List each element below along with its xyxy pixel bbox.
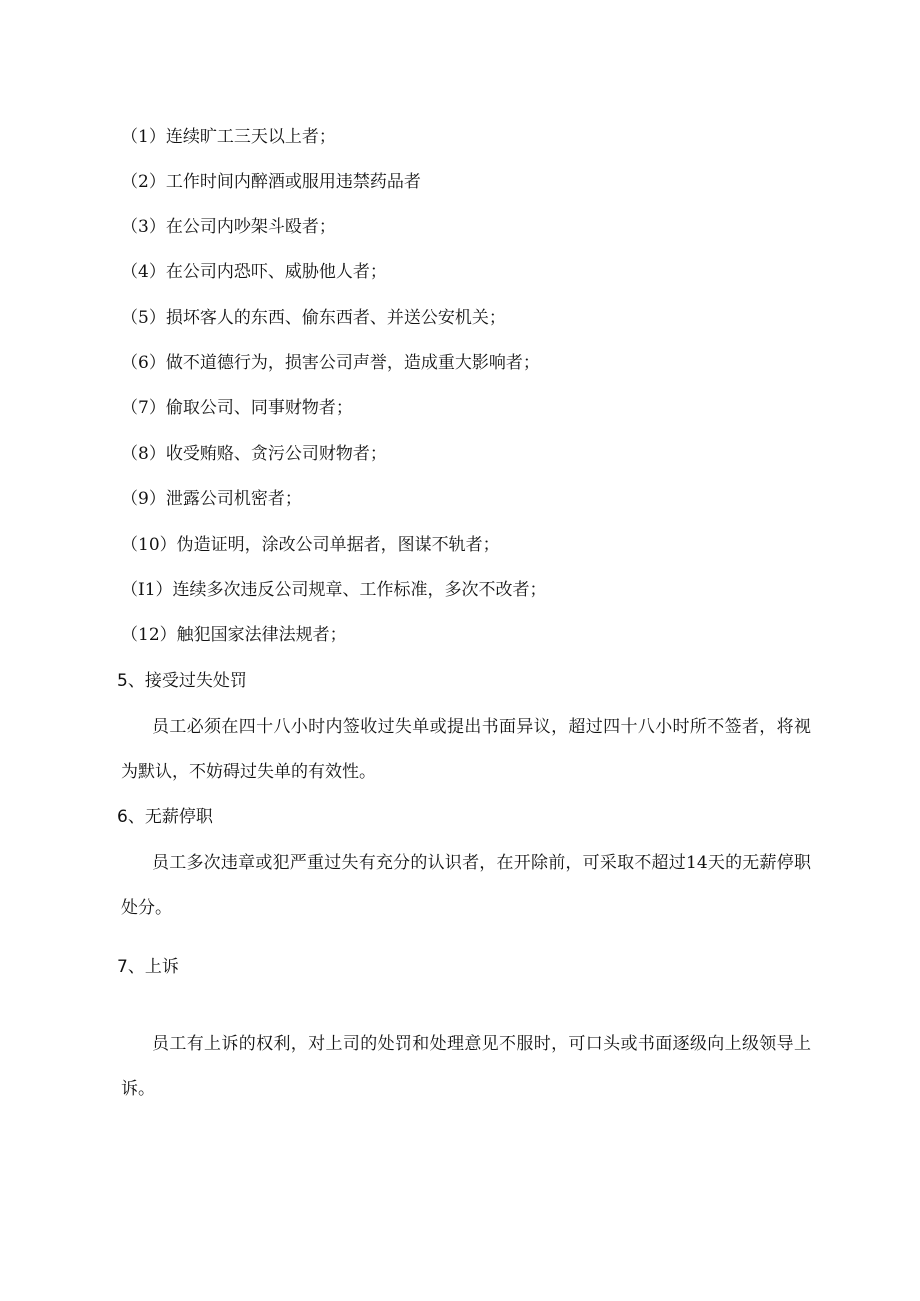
- section-paragraph-6: 员工多次违章或犯严重过失有充分的认识者，在开除前，可采取不超过14天的无薪停职处分。: [121, 853, 811, 918]
- list-item: （9）泄露公司机密者；: [121, 489, 302, 509]
- list-item: （6）做不道德行为，损害公司声誉，造成重大影响者；: [121, 353, 540, 373]
- section-heading-7: 7、上诉: [117, 957, 179, 977]
- section-paragraph-5: 员工必须在四十八小时内签收过失单或提出书面异议，超过四十八小时所不签者，将视为默认，不妨碍过失单的有效性。: [121, 717, 811, 782]
- list-item: （7）偷取公司、同事财物者；: [121, 398, 353, 418]
- list-item: （12）触犯国家法律法规者；: [121, 625, 347, 645]
- list-item: （5）损坏客人的东西、偷东西者、并送公安机关；: [121, 308, 506, 328]
- section-paragraph-7: 员工有上诉的权利，对上司的处罚和处理意见不服时，可口头或书面逐级向上级领导上诉。: [121, 1034, 811, 1099]
- list-item: （4）在公司内恐吓、威胁他人者；: [121, 262, 387, 282]
- section-heading-6: 6、无薪停职: [117, 807, 213, 827]
- list-item: （10）伪造证明，涂改公司单据者，图谋不轨者；: [121, 535, 500, 555]
- section-heading-5: 5、接受过失处罚: [117, 671, 247, 691]
- list-item: （3）在公司内吵架斗殴者；: [121, 217, 336, 237]
- list-item: （1）连续旷工三天以上者；: [121, 127, 336, 147]
- list-item: （2）工作时间内醉酒或服用违禁药品者: [121, 172, 421, 192]
- list-item: （8）收受贿赂、贪污公司财物者；: [121, 444, 387, 464]
- list-item: （I1）连续多次违反公司规章、工作标准，多次不改者；: [121, 580, 547, 600]
